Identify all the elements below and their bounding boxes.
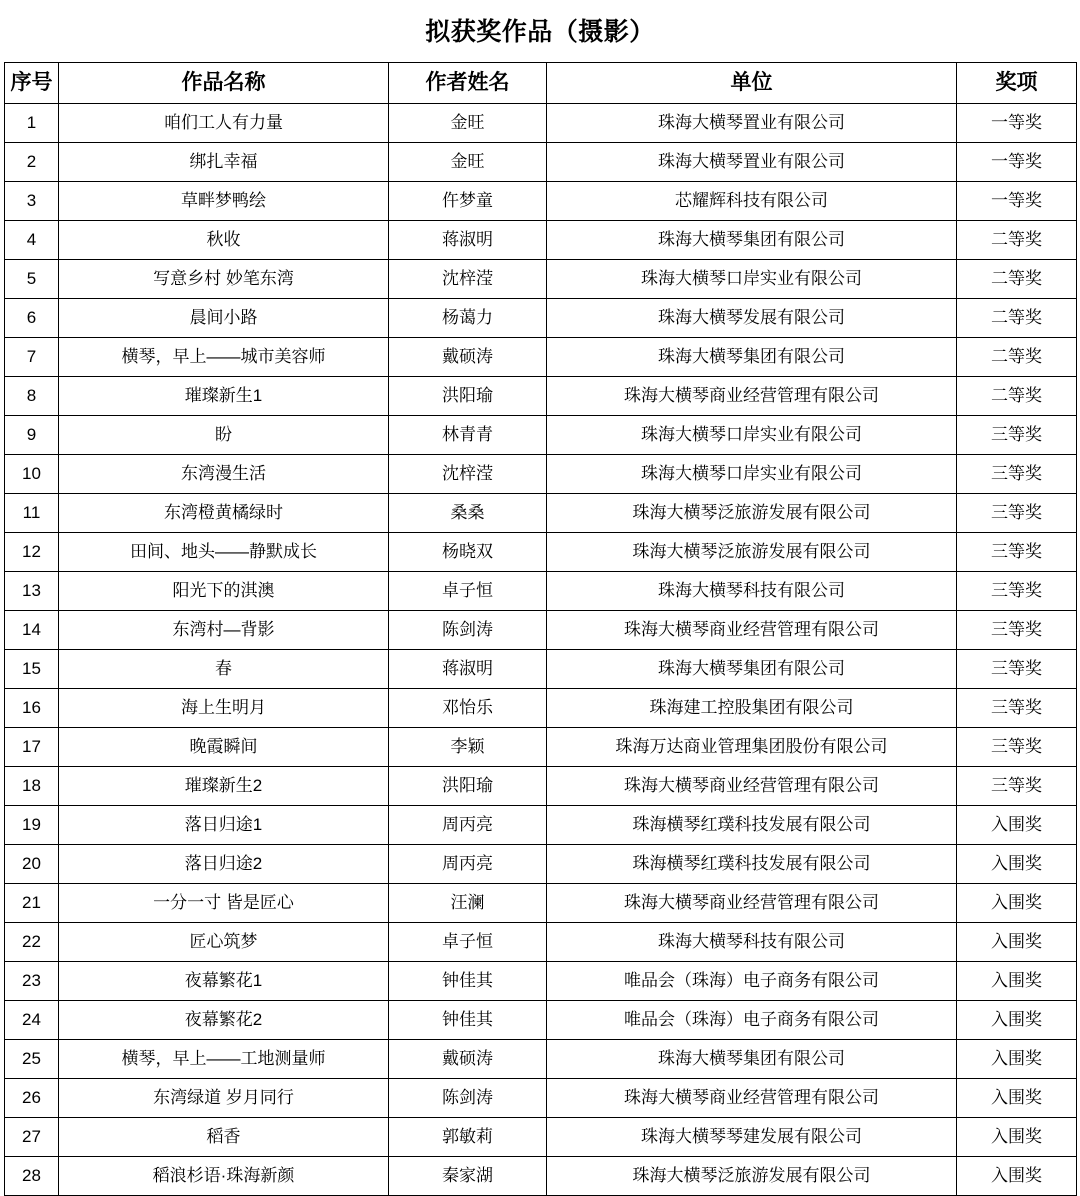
page-title: 拟获奖作品（摄影） [425, 18, 655, 46]
cell-organization: 珠海大横琴商业经营管理有限公司 [547, 1079, 957, 1118]
cell-organization: 珠海大横琴口岸实业有限公司 [547, 416, 957, 455]
cell-index: 20 [5, 845, 59, 884]
cell-index: 14 [5, 611, 59, 650]
table-row [5, 689, 1077, 728]
cell-author: 戴硕涛 [389, 338, 547, 377]
table-row [5, 1079, 1077, 1118]
column-header-author: 作者姓名 [389, 63, 547, 104]
cell-work-title: 东湾橙黄橘绿时 [59, 494, 389, 533]
table-row [5, 962, 1077, 1001]
cell-award: 入围奖 [957, 1079, 1077, 1118]
cell-index: 10 [5, 455, 59, 494]
cell-author: 桑桑 [389, 494, 547, 533]
cell-author: 林青青 [389, 416, 547, 455]
table-row [5, 1118, 1077, 1157]
cell-author: 洪阳瑜 [389, 377, 547, 416]
cell-award: 二等奖 [957, 299, 1077, 338]
cell-work-title: 一分一寸 皆是匠心 [59, 884, 389, 923]
cell-index: 9 [5, 416, 59, 455]
table-row [5, 767, 1077, 806]
cell-author: 沈梓滢 [389, 455, 547, 494]
column-header-award: 奖项 [957, 63, 1077, 104]
cell-work-title: 东湾漫生活 [59, 455, 389, 494]
cell-work-title: 夜幕繁花2 [59, 1001, 389, 1040]
table-row [5, 533, 1077, 572]
table-row [5, 338, 1077, 377]
cell-author: 钟佳其 [389, 1001, 547, 1040]
cell-index: 11 [5, 494, 59, 533]
cell-index: 2 [5, 143, 59, 182]
cell-index: 25 [5, 1040, 59, 1079]
cell-award: 入围奖 [957, 845, 1077, 884]
cell-index: 23 [5, 962, 59, 1001]
cell-work-title: 阳光下的淇澳 [59, 572, 389, 611]
table-row [5, 806, 1077, 845]
cell-organization: 珠海横琴红璞科技发展有限公司 [547, 806, 957, 845]
cell-organization: 珠海大横琴集团有限公司 [547, 1040, 957, 1079]
cell-organization: 珠海大横琴集团有限公司 [547, 338, 957, 377]
cell-author: 蒋淑明 [389, 650, 547, 689]
cell-organization: 珠海大横琴集团有限公司 [547, 650, 957, 689]
table-row [5, 728, 1077, 767]
cell-index: 12 [5, 533, 59, 572]
cell-organization: 珠海大横琴口岸实业有限公司 [547, 260, 957, 299]
cell-author: 钟佳其 [389, 962, 547, 1001]
cell-work-title: 璀璨新生2 [59, 767, 389, 806]
cell-work-title: 夜幕繁花1 [59, 962, 389, 1001]
cell-work-title: 绑扎幸福 [59, 143, 389, 182]
cell-award: 三等奖 [957, 416, 1077, 455]
cell-index: 28 [5, 1157, 59, 1196]
cell-award: 三等奖 [957, 533, 1077, 572]
cell-index: 18 [5, 767, 59, 806]
cell-index: 26 [5, 1079, 59, 1118]
cell-author: 卓子恒 [389, 572, 547, 611]
cell-index: 19 [5, 806, 59, 845]
table-row [5, 650, 1077, 689]
cell-index: 27 [5, 1118, 59, 1157]
cell-author: 金旺 [389, 104, 547, 143]
cell-award: 二等奖 [957, 377, 1077, 416]
cell-index: 1 [5, 104, 59, 143]
table-row [5, 416, 1077, 455]
cell-author: 卓子恒 [389, 923, 547, 962]
cell-work-title: 田间、地头——静默成长 [59, 533, 389, 572]
cell-author: 汪澜 [389, 884, 547, 923]
cell-award: 三等奖 [957, 767, 1077, 806]
table-row [5, 377, 1077, 416]
cell-index: 22 [5, 923, 59, 962]
table-row [5, 572, 1077, 611]
cell-organization: 珠海大横琴科技有限公司 [547, 923, 957, 962]
cell-work-title: 横琴，早上——城市美容师 [59, 338, 389, 377]
cell-organization: 珠海大横琴泛旅游发展有限公司 [547, 533, 957, 572]
cell-organization: 唯品会（珠海）电子商务有限公司 [547, 1001, 957, 1040]
cell-author: 陈剑涛 [389, 611, 547, 650]
cell-award: 一等奖 [957, 104, 1077, 143]
cell-index: 3 [5, 182, 59, 221]
cell-author: 沈梓滢 [389, 260, 547, 299]
cell-work-title: 草畔梦鸭绘 [59, 182, 389, 221]
table-row [5, 455, 1077, 494]
table-header [5, 63, 1077, 104]
cell-work-title: 东湾村—背影 [59, 611, 389, 650]
cell-award: 入围奖 [957, 923, 1077, 962]
table-row [5, 260, 1077, 299]
cell-organization: 珠海建工控股集团有限公司 [547, 689, 957, 728]
cell-organization: 珠海大横琴置业有限公司 [547, 143, 957, 182]
cell-index: 13 [5, 572, 59, 611]
cell-author: 秦家湖 [389, 1157, 547, 1196]
table-row [5, 1040, 1077, 1079]
table-row [5, 143, 1077, 182]
cell-author: 邓怡乐 [389, 689, 547, 728]
cell-work-title: 东湾绿道 岁月同行 [59, 1079, 389, 1118]
cell-award: 三等奖 [957, 455, 1077, 494]
cell-work-title: 盼 [59, 416, 389, 455]
cell-author: 洪阳瑜 [389, 767, 547, 806]
cell-organization: 珠海大横琴琴建发展有限公司 [547, 1118, 957, 1157]
cell-award: 三等奖 [957, 494, 1077, 533]
cell-award: 三等奖 [957, 611, 1077, 650]
cell-index: 15 [5, 650, 59, 689]
cell-organization: 珠海大横琴泛旅游发展有限公司 [547, 494, 957, 533]
cell-organization: 珠海大横琴商业经营管理有限公司 [547, 377, 957, 416]
cell-award: 三等奖 [957, 689, 1077, 728]
cell-work-title: 横琴，早上——工地测量师 [59, 1040, 389, 1079]
cell-author: 蒋淑明 [389, 221, 547, 260]
cell-award: 一等奖 [957, 182, 1077, 221]
cell-organization: 珠海大横琴科技有限公司 [547, 572, 957, 611]
column-header-index: 序号 [5, 63, 59, 104]
cell-organization: 珠海大横琴商业经营管理有限公司 [547, 884, 957, 923]
table-row [5, 221, 1077, 260]
cell-author: 杨蔼力 [389, 299, 547, 338]
cell-award: 三等奖 [957, 728, 1077, 767]
cell-work-title: 春 [59, 650, 389, 689]
cell-work-title: 晨间小路 [59, 299, 389, 338]
cell-award: 入围奖 [957, 1118, 1077, 1157]
table-row [5, 104, 1077, 143]
table-row [5, 611, 1077, 650]
cell-award: 二等奖 [957, 338, 1077, 377]
cell-index: 8 [5, 377, 59, 416]
cell-author: 陈剑涛 [389, 1079, 547, 1118]
cell-author: 杨晓双 [389, 533, 547, 572]
cell-organization: 珠海大横琴商业经营管理有限公司 [547, 767, 957, 806]
cell-award: 入围奖 [957, 806, 1077, 845]
cell-index: 4 [5, 221, 59, 260]
cell-author: 周丙亮 [389, 845, 547, 884]
cell-organization: 珠海大横琴口岸实业有限公司 [547, 455, 957, 494]
cell-index: 16 [5, 689, 59, 728]
table-header-row [5, 63, 1077, 104]
cell-work-title: 写意乡村 妙笔东湾 [59, 260, 389, 299]
cell-award: 三等奖 [957, 572, 1077, 611]
cell-work-title: 海上生明月 [59, 689, 389, 728]
cell-author: 仵梦童 [389, 182, 547, 221]
cell-award: 二等奖 [957, 221, 1077, 260]
cell-work-title: 咱们工人有力量 [59, 104, 389, 143]
table-row [5, 884, 1077, 923]
column-header-organization: 单位 [547, 63, 957, 104]
table-body [5, 104, 1077, 1196]
cell-index: 6 [5, 299, 59, 338]
cell-award: 一等奖 [957, 143, 1077, 182]
table-row [5, 845, 1077, 884]
cell-work-title: 稻浪杉语·珠海新颜 [59, 1157, 389, 1196]
cell-work-title: 璀璨新生1 [59, 377, 389, 416]
column-header-work-title: 作品名称 [59, 63, 389, 104]
cell-index: 7 [5, 338, 59, 377]
cell-award: 入围奖 [957, 1001, 1077, 1040]
cell-author: 金旺 [389, 143, 547, 182]
cell-author: 周丙亮 [389, 806, 547, 845]
cell-organization: 珠海万达商业管理集团股份有限公司 [547, 728, 957, 767]
cell-organization: 珠海大横琴置业有限公司 [547, 104, 957, 143]
cell-work-title: 秋收 [59, 221, 389, 260]
cell-award: 二等奖 [957, 260, 1077, 299]
cell-organization: 珠海大横琴泛旅游发展有限公司 [547, 1157, 957, 1196]
cell-work-title: 匠心筑梦 [59, 923, 389, 962]
cell-award: 三等奖 [957, 650, 1077, 689]
cell-organization: 珠海大横琴发展有限公司 [547, 299, 957, 338]
cell-work-title: 落日归途1 [59, 806, 389, 845]
cell-organization: 珠海大横琴商业经营管理有限公司 [547, 611, 957, 650]
table-row [5, 182, 1077, 221]
cell-index: 24 [5, 1001, 59, 1040]
table-row [5, 494, 1077, 533]
table-row [5, 299, 1077, 338]
cell-organization: 芯耀辉科技有限公司 [547, 182, 957, 221]
cell-work-title: 落日归途2 [59, 845, 389, 884]
cell-organization: 珠海大横琴集团有限公司 [547, 221, 957, 260]
cell-award: 入围奖 [957, 884, 1077, 923]
cell-author: 戴硕涛 [389, 1040, 547, 1079]
cell-index: 17 [5, 728, 59, 767]
cell-work-title: 稻香 [59, 1118, 389, 1157]
cell-award: 入围奖 [957, 1157, 1077, 1196]
cell-author: 李颖 [389, 728, 547, 767]
cell-award: 入围奖 [957, 962, 1077, 1001]
cell-organization: 唯品会（珠海）电子商务有限公司 [547, 962, 957, 1001]
cell-index: 5 [5, 260, 59, 299]
cell-award: 入围奖 [957, 1040, 1077, 1079]
cell-index: 21 [5, 884, 59, 923]
table-row [5, 923, 1077, 962]
table-row [5, 1001, 1077, 1040]
cell-work-title: 晚霞瞬间 [59, 728, 389, 767]
cell-organization: 珠海横琴红璞科技发展有限公司 [547, 845, 957, 884]
cell-author: 郭敏莉 [389, 1118, 547, 1157]
award-list-table [4, 62, 1077, 1196]
table-row [5, 1157, 1077, 1196]
